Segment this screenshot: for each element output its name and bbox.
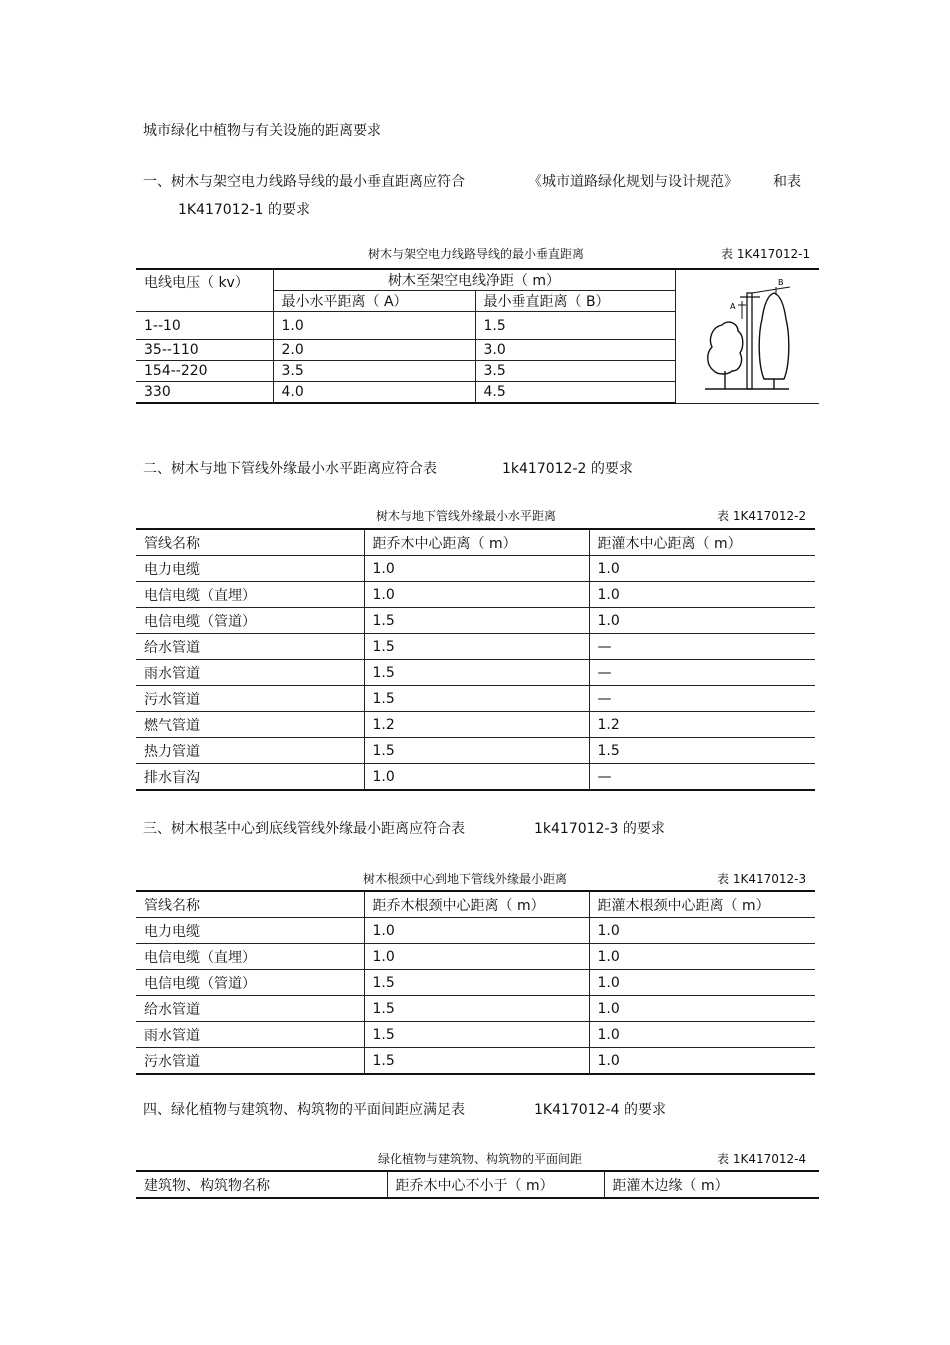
table2 (136, 528, 815, 791)
table1 (136, 268, 819, 404)
table3-header-shrub: 距灌木根颈中心距离（ m） (589, 891, 815, 918)
table2-label: 表 1K417012-2 (717, 509, 807, 523)
table-row: 电信电缆（直埋） 1.0 1.0 (136, 944, 815, 970)
table2-header-shrub: 距灌木中心距离（ m） (589, 529, 815, 556)
table1-header-b: 最小垂直距离（ B） (475, 291, 675, 312)
table-row: 雨水管道 1.5 1.0 (136, 1022, 815, 1048)
table-row: 燃气管道 1.2 1.2 (136, 712, 815, 738)
table2-header-name: 管线名称 (136, 529, 364, 556)
tree-powerline-diagram (702, 275, 792, 393)
diagram-label-b: B (778, 278, 784, 288)
table-row: 电力电缆 1.0 1.0 (136, 556, 815, 582)
table1-caption: 树木与架空电力线路导线的最小垂直距离 (368, 247, 585, 261)
table3-header-tree: 距乔木根颈中心距离（ m） (364, 891, 589, 918)
table-row: 电力电缆 1.0 1.0 (136, 918, 815, 944)
table4-label: 表 1K417012-4 (717, 1152, 807, 1166)
table2-caption: 树木与地下管线外缘最小水平距离 (376, 509, 557, 523)
table-row: 污水管道 1.5 — (136, 686, 815, 712)
table3-header-name: 管线名称 (136, 891, 364, 918)
section3-text-a: 三、树木根茎中心到底线管线外缘最小距离应符合表 (143, 821, 465, 837)
table-row: 电信电缆（管道） 1.5 1.0 (136, 970, 815, 996)
section2-text-b: 1k417012-2 的要求 (502, 461, 633, 477)
table3-label: 表 1K417012-3 (717, 872, 807, 886)
table-row: 雨水管道 1.5 — (136, 660, 815, 686)
table-row: 35--110 2.0 3.0 (136, 340, 819, 361)
section3-text-b: 1k417012-3 的要求 (534, 821, 665, 837)
table3 (136, 890, 815, 1075)
section2-text-a: 二、树木与地下管线外缘最小水平距离应符合表 (143, 461, 437, 477)
table-row: 排水盲沟 1.0 — (136, 764, 815, 791)
table4-caption: 绿化植物与建筑物、构筑物的平面间距 (378, 1152, 583, 1166)
table1-figure-cell (675, 269, 819, 403)
section1-text-a: 一、树木与架空电力线路导线的最小垂直距离应符合 (143, 174, 465, 190)
table-row: 330 4.0 4.5 (136, 382, 819, 404)
table-row: 热力管道 1.5 1.5 (136, 738, 815, 764)
section1-line2: 1K417012-1 的要求 (178, 202, 310, 218)
section4-text-a: 四、绿化植物与建筑物、构筑物的平面间距应满足表 (143, 1102, 465, 1118)
table1-header-voltage: 电线电压（ kv） (136, 269, 273, 312)
table2-header-tree: 距乔木中心距离（ m） (364, 529, 589, 556)
table-row: 电信电缆（管道） 1.5 1.0 (136, 608, 815, 634)
diagram-label-a: A (730, 302, 736, 312)
table3-caption: 树木根颈中心到地下管线外缘最小距离 (363, 872, 568, 886)
table4-header-tree: 距乔木中心不小于（ m） (387, 1171, 604, 1198)
table1-header-a: 最小水平距离（ A） (273, 291, 475, 312)
table4-header-name: 建筑物、构筑物名称 (136, 1171, 387, 1198)
table-row: 给水管道 1.5 1.0 (136, 996, 815, 1022)
table-row: 电信电缆（直埋） 1.0 1.0 (136, 582, 815, 608)
table1-label: 表 1K417012-1 (721, 247, 811, 261)
table-row: 154--220 3.5 3.5 (136, 361, 819, 382)
table-row: 给水管道 1.5 — (136, 634, 815, 660)
doc-title: 城市绿化中植物与有关设施的距离要求 (143, 123, 381, 139)
table-row: 污水管道 1.5 1.0 (136, 1048, 815, 1075)
table4-header-shrub: 距灌木边缘（ m） (604, 1171, 819, 1198)
table1-header-group: 树木至架空电线净距（ m） (273, 269, 675, 291)
table4 (136, 1170, 819, 1199)
section1-text-c: 和表 (773, 174, 801, 190)
table-row: 1--10 1.0 1.5 (136, 312, 819, 340)
section1-text-b: 《城市道路绿化规划与设计规范》 (528, 174, 738, 190)
section4-text-b: 1K417012-4 的要求 (534, 1102, 666, 1118)
